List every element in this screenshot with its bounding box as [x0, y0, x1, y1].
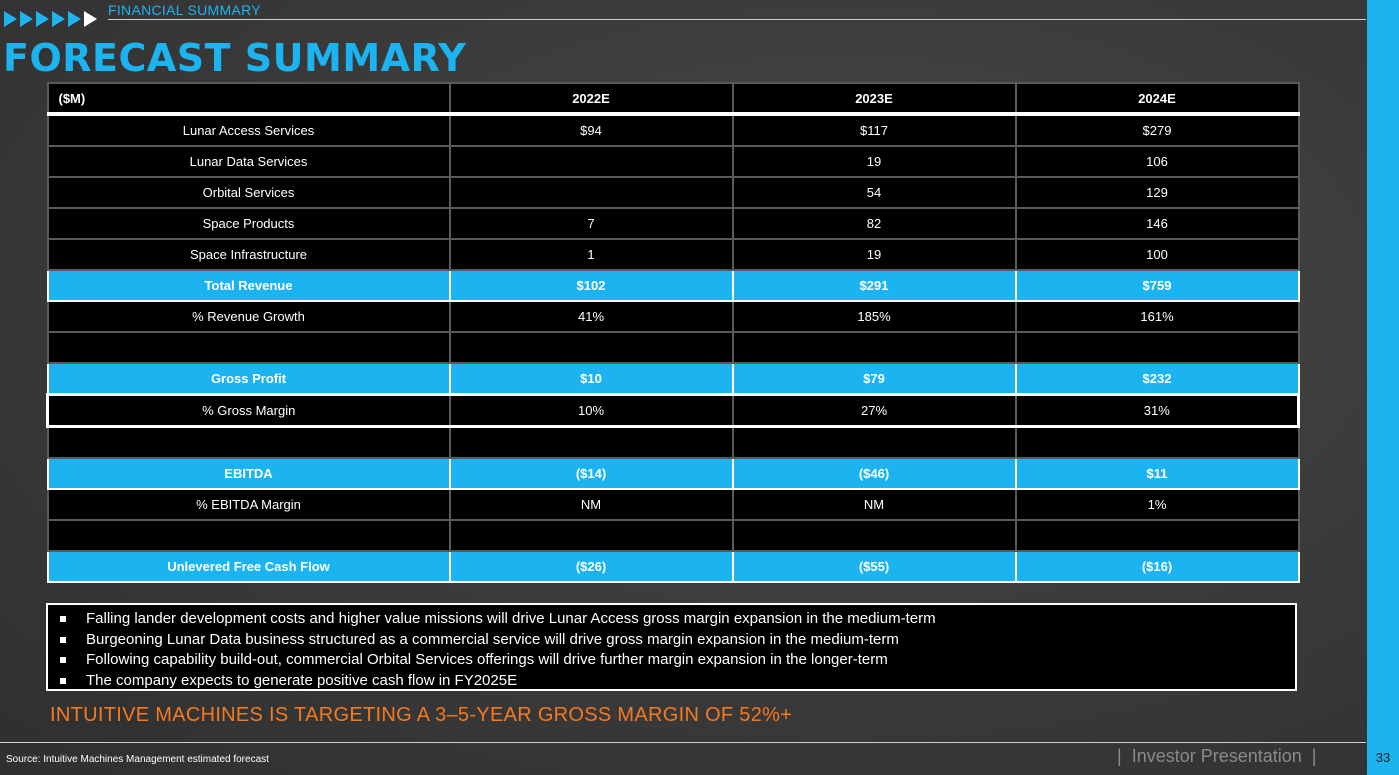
list-item: [60, 671, 1295, 692]
table-cell: $10: [450, 363, 733, 395]
row-label: Lunar Access Services: [48, 114, 450, 146]
table-cell: [733, 332, 1016, 363]
bullet-square-icon: [60, 657, 66, 663]
presentation-label: Investor Presentation: [1131, 746, 1302, 766]
table-cell: [1016, 520, 1299, 551]
bullet-text: Falling lander development costs and higher value missions will drive Lunar Access gross margin expansion in the medium-term: [86, 610, 936, 627]
row-label: [48, 332, 450, 363]
table-cell: $79: [733, 363, 1016, 395]
table-cell: ($26): [450, 551, 733, 582]
table-cell: [450, 427, 733, 459]
tagline: INTUITIVE MACHINES IS TARGETING A 3–5-YEAR GROSS MARGIN OF 52%+: [50, 704, 793, 726]
table-row: [48, 146, 1299, 177]
table-cell: $291: [733, 270, 1016, 301]
table-cell: [1016, 332, 1299, 363]
table-cell: NM: [733, 489, 1016, 520]
page-number: 33: [1375, 750, 1391, 765]
table-cell: [450, 332, 733, 363]
row-label: Orbital Services: [48, 177, 450, 208]
table-cell: [733, 520, 1016, 551]
header-divider: [108, 19, 1366, 20]
table-cell: $117: [733, 114, 1016, 146]
unlevered-fcf-row: [48, 551, 1299, 582]
table-cell: 31%: [1016, 395, 1299, 427]
forecast-table: [46, 82, 1300, 583]
table-row: [48, 395, 1299, 427]
table-cell: [733, 427, 1016, 459]
table-row: [48, 489, 1299, 520]
row-label: [48, 427, 450, 459]
row-label: % Gross Margin: [48, 395, 450, 427]
table-cell: ($46): [733, 458, 1016, 489]
page-title: FORECAST SUMMARY: [3, 36, 467, 80]
table-cell: 100: [1016, 239, 1299, 270]
chevron-right-icon: [20, 11, 33, 27]
chevron-right-icon: [68, 11, 81, 27]
source-note: Source: Intuitive Machines Management estimated forecast: [6, 754, 269, 765]
column-header: ($M): [48, 83, 450, 114]
list-item: [60, 630, 1295, 651]
bullet-square-icon: [60, 678, 66, 684]
table-cell: 1: [450, 239, 733, 270]
table-cell: $232: [1016, 363, 1299, 395]
table-row: [48, 177, 1299, 208]
table-cell: 10%: [450, 395, 733, 427]
spacer-row: [48, 332, 1299, 363]
table-cell: ($14): [450, 458, 733, 489]
table-cell: $759: [1016, 270, 1299, 301]
column-header: 2023E: [733, 83, 1016, 114]
row-label: [48, 520, 450, 551]
chevron-right-icon: [36, 11, 49, 27]
table-cell: 54: [733, 177, 1016, 208]
list-item: [60, 609, 1295, 630]
table-cell: $279: [1016, 114, 1299, 146]
row-label: EBITDA: [48, 458, 450, 489]
table-header-row: [48, 83, 1299, 114]
bullet-list: [60, 609, 1295, 691]
table-cell: $94: [450, 114, 733, 146]
table-row: [48, 208, 1299, 239]
chevron-right-icon: [52, 11, 65, 27]
bullet-square-icon: [60, 616, 66, 622]
footer-divider: [0, 742, 1366, 743]
row-label: % Revenue Growth: [48, 301, 450, 332]
table-cell: 82: [733, 208, 1016, 239]
chevron-right-icon: [4, 11, 17, 27]
table-cell: $102: [450, 270, 733, 301]
table-cell: [450, 520, 733, 551]
ebitda-row: [48, 458, 1299, 489]
row-label: % EBITDA Margin: [48, 489, 450, 520]
table-cell: 146: [1016, 208, 1299, 239]
table-cell: NM: [450, 489, 733, 520]
table-cell: [1016, 427, 1299, 459]
column-header: 2022E: [450, 83, 733, 114]
bullet-text: The company expects to generate positive cash flow in FY2025E: [86, 671, 518, 689]
row-label: Space Products: [48, 208, 450, 239]
row-label: Lunar Data Services: [48, 146, 450, 177]
row-label: Space Infrastructure: [48, 239, 450, 270]
chevron-arrows-icon: [4, 11, 97, 27]
column-header: 2024E: [1016, 83, 1299, 114]
bullet-square-icon: [60, 637, 66, 643]
spacer-row: [48, 427, 1299, 459]
table-row: [48, 114, 1299, 146]
table-cell: 161%: [1016, 301, 1299, 332]
table-row: [48, 239, 1299, 270]
divider-bar: |: [1311, 746, 1317, 766]
chevron-right-icon: [84, 11, 97, 27]
spacer-row: [48, 520, 1299, 551]
table-cell: 27%: [733, 395, 1016, 427]
table-cell: 41%: [450, 301, 733, 332]
section-label: FINANCIAL SUMMARY: [108, 2, 261, 18]
table-cell: 129: [1016, 177, 1299, 208]
table-cell: 7: [450, 208, 733, 239]
table-row: [48, 301, 1299, 332]
row-label: Unlevered Free Cash Flow: [48, 551, 450, 582]
bullet-text: Burgeoning Lunar Data business structured as a commercial service will drive gross margin expansion in the medium-term: [86, 630, 899, 648]
table-cell: 19: [733, 146, 1016, 177]
divider-bar: |: [1117, 746, 1122, 766]
table-cell: 185%: [733, 301, 1016, 332]
table-cell: 1%: [1016, 489, 1299, 520]
table-cell: [450, 146, 733, 177]
table-cell: 106: [1016, 146, 1299, 177]
bullet-text: Following capability build-out, commercial Orbital Services offerings will drive further margin expansion in the longer-term: [86, 651, 888, 668]
row-label: Total Revenue: [48, 270, 450, 301]
table-cell: ($16): [1016, 551, 1299, 582]
table-cell: 19: [733, 239, 1016, 270]
table-cell: ($55): [733, 551, 1016, 582]
list-item: [60, 650, 1295, 671]
gross-profit-row: [48, 363, 1299, 395]
right-accent-bar: [1367, 0, 1399, 775]
row-label: Gross Profit: [48, 363, 450, 395]
table-cell: [450, 177, 733, 208]
total-revenue-row: [48, 270, 1299, 301]
footer-presentation: [1107, 746, 1326, 767]
key-points-box: [46, 603, 1297, 691]
table-cell: $11: [1016, 458, 1299, 489]
